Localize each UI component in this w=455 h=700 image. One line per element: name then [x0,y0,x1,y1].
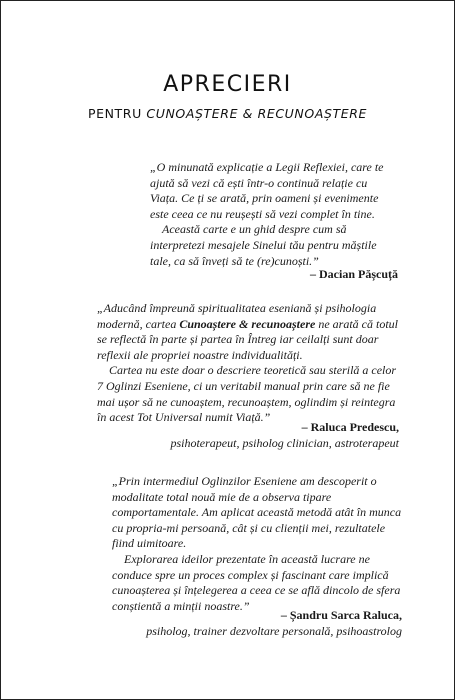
testimonial-1-paragraph-1: „O minunată explicație a Legii Reflexiei, care te ajută să vezi că ești într-o continuă relație cu Viața. Ce ți se arată, prin oameni și evenimente este ceea ce nu reușești să vezi complet în tine. [150,160,384,221]
testimonial-1-quote [150,160,398,269]
page-title: APRECIERI [163,72,292,97]
testimonial-2-quote [97,301,399,426]
testimonial-1-signature [150,267,398,283]
testimonial-3-role: psiholog, trainer dezvoltare personală, psihoastrolog [146,623,402,638]
testimonial-3-paragraph-2: Explorarea ideilor prezentate în această lucrare ne conduce spre un proces complex și fascinant care implică cunoașterea și înțelegerea a ceea ce se află dincolo de sfera conștientă a minții noastre.” [112,551,401,613]
testimonial-2-book-title: Cunoaștere & recunoaștere [179,316,316,331]
testimonial-2-text-a: „Aducând împreună spiritualitatea eseniană și psihologia modernă, cartea [97,301,377,331]
testimonial-2-paragraph-2: Cartea nu este doar o descriere teoretică sau sterilă a celor 7 Oglinzi Eseniene, ci un veritabil manual prin care să ne fie mai ușor să ne cunoaștem, recunoaștem, oglindim și reintegra în acest Tot Universal numit Viață.” [97,363,397,425]
testimonial-3-author: – Șandru Sarca Raluca, [280,608,402,622]
testimonial-2-author: – Raluca Predescu, [301,420,399,434]
page-subtitle [0,106,455,121]
testimonial-2-paragraph-1 [97,301,399,363]
subtitle-prefix: PENTRU [87,106,147,121]
testimonial-2-signature [97,420,399,451]
subtitle-book-title: CUNOAȘTERE & RECUNOAȘTERE [146,106,368,121]
testimonial-2-text-b: ne arată că totul se reflectă în parte și partea în Întreg iar ceilalți sunt doar reflexii ale propriei noastre individualități. [97,316,399,362]
testimonial-3-signature [100,608,402,639]
testimonial-2-role: psihoterapeut, psiholog clinician, astroterapeut [170,435,399,450]
testimonial-1-paragraph-2: Această carte e un ghid despre cum să interpretezi mesajele Sinelui tău pentru măștile tale, ca să înveți să te (re)cunoști.” [150,222,377,268]
testimonial-3-paragraph-1: „Prin intermediul Oglinzilor Eseniene am descoperit o modalitate total nouă mie de a observa tipare comportamentale. Am aplicat această metodă atât în munca cu propria-mi persoană, cât și cu clienții mei, rezultatele fiind uimitoare. [112,474,402,551]
testimonial-1-author: – Dacian Pășcuță [310,267,398,281]
testimonial-3-quote [112,474,402,614]
